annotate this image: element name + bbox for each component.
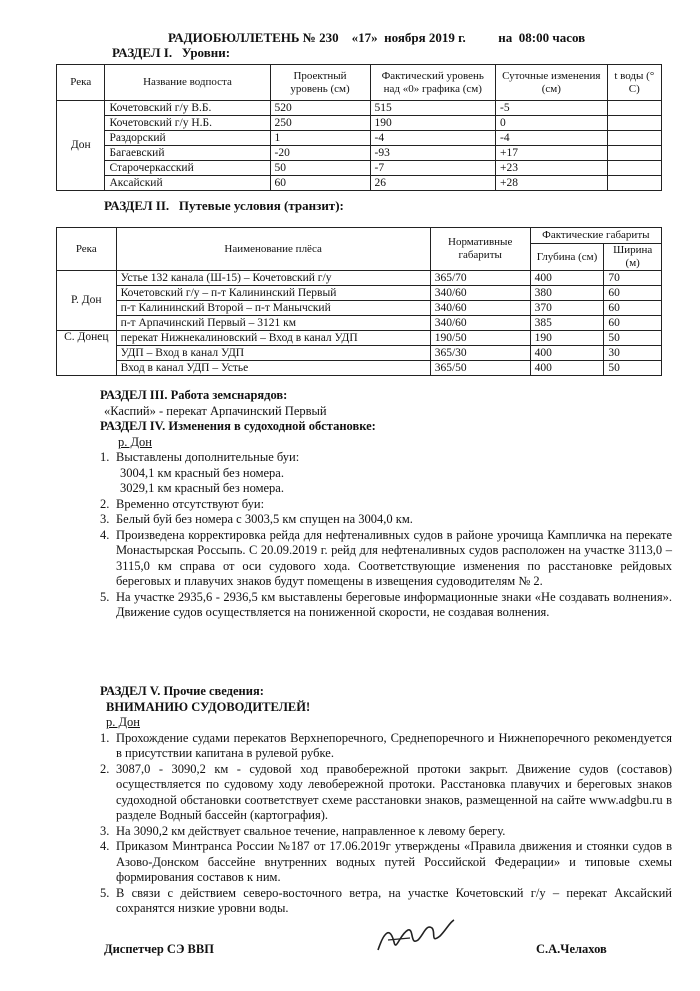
col-depth: Глубина (см) — [530, 244, 604, 271]
normative-dims: 340/60 — [430, 316, 530, 331]
post-name: Багаевский — [105, 146, 270, 161]
daily-change: +17 — [496, 146, 608, 161]
list-item: 3. На 3090,2 км действует свальное течение, направленное к левому берегу. — [100, 824, 672, 840]
list-item: 3. Белый буй без номера с 3003,5 км спущен на 3004,0 км. — [100, 512, 672, 528]
river-don-label: р. Дон — [118, 434, 152, 449]
dredger-line: «Каспий» - перекат Арпачинский Первый — [104, 403, 327, 418]
item-text: 3087,0 - 3090,2 км - судовой ход правобережной протоки закрыт. Движение судов (составов) осуществляется по судовому ходу левобережной протоки. Расстановка плавучих и береговых знаков судоходной обстановки соответствует схеме расстановки знаков, размещенной на сайте www.adgbu.ru в разделе Водный бассейн (картография). — [116, 761, 672, 822]
width: 30 — [604, 346, 662, 361]
list-item: 1. Прохождение судами перекатов Верхнепоречного, Среднепоречного и Нижнепоречного рекомендуется в присутствии капитана в рулевой рубке. — [100, 730, 672, 760]
bulletin-header: РАДИОБЮЛЛЕТЕНЬ № 230 «17» ноября 2019 г. на 08:00 часов — [168, 30, 586, 45]
item-text: В связи с действием северо-восточного ветра, на участке Кочетовский г/у – перекат Аксайский сохранятся низкие уровни воды. — [116, 885, 672, 915]
width: 60 — [604, 301, 662, 316]
table-row — [57, 301, 662, 316]
section4-title: РАЗДЕЛ IV. Изменения в судоходной обстановке: — [100, 419, 376, 433]
width: 70 — [604, 271, 662, 286]
water-temp — [607, 131, 661, 146]
water-temp — [607, 176, 661, 191]
table-row — [57, 361, 662, 376]
item-text: На участке 2935,6 - 2936,5 км выставлены береговые информационные знаки «Не создавать волнения». Движение судов осуществляется на пониженной скорости, не создавая волнения. — [116, 589, 672, 619]
item-text: Выставлены дополнительные буи: — [116, 450, 300, 464]
list-item: 5. В связи с действием северо-восточного ветра, на участке Кочетовский г/у – перекат Аксайский сохранятся низкие уровни воды. — [100, 885, 672, 915]
col-river: Река — [57, 65, 105, 101]
col-water-temp: t воды (° С) — [607, 65, 661, 101]
actual-level: 515 — [370, 101, 496, 116]
depth: 385 — [530, 316, 604, 331]
col-daily-change: Суточные изменения (см) — [496, 65, 608, 101]
col-river: Река — [57, 228, 117, 271]
daily-change: +23 — [496, 161, 608, 176]
col-reach-name: Наименование плёса — [116, 228, 430, 271]
levels-table — [56, 64, 662, 191]
list-item: 4. Приказом Минтранса России №187 от 17.06.2019г утверждены «Правила движения и стоянки судов в Азово-Донском бассейне внутренних водных путей Российской Федерации» и типовые схемы формирования составов к ним. — [100, 839, 672, 884]
handwritten-signature — [370, 912, 460, 962]
water-temp — [607, 146, 661, 161]
list-item: 4. Произведена корректировка рейда для нефтеналивных судов в районе урочища Кампличка на перекате Монастырская Россыпь. С 20.09.2019 г. рейд для нефтеналивных судов расположен на участке 3113,0 – 3115,0 км справа от оси судового хода. Соответствующие изменения по расстановке рейдовых береговых и плавучих знаков будут помещены в извещения судоводителям № 2. — [100, 527, 672, 588]
list-item: 2. Временно отсутствуют буи: — [100, 497, 672, 513]
section3-title: РАЗДЕЛ III. Работа земснарядов: — [100, 388, 288, 402]
buoy-line: 3004,1 км красный без номера. — [120, 465, 284, 480]
reach-name: п-т Калининский Второй – п-т Манычский — [116, 301, 430, 316]
table-row — [57, 316, 662, 331]
width: 50 — [604, 361, 662, 376]
daily-change: +28 — [496, 176, 608, 191]
section5-title: РАЗДЕЛ V. Прочие сведения: — [100, 684, 264, 698]
width: 50 — [604, 331, 662, 346]
normative-dims: 365/30 — [430, 346, 530, 361]
col-width: Ширина (м) — [604, 244, 662, 271]
list-item: 5. На участке 2935,6 - 2936,5 км выставлены береговые информационные знаки «Не создавать волнения». Движение судов осуществляется на пониженной скорости, не создавая волнения. — [100, 589, 672, 619]
table-row — [57, 286, 662, 301]
actual-level: -4 — [370, 131, 496, 146]
table-row — [57, 331, 662, 346]
width: 60 — [604, 316, 662, 331]
item-text: Белый буй без номера с 3003,5 км спущен на 3004,0 км. — [116, 512, 413, 526]
daily-change: -4 — [496, 131, 608, 146]
reach-name: п-т Арпачинский Первый – 3121 км — [116, 316, 430, 331]
reach-name: перекат Нижнекалиновский – Вход в канал УДП — [116, 331, 430, 346]
table-row — [57, 271, 662, 286]
daily-change: 0 — [496, 116, 608, 131]
depth: 370 — [530, 301, 604, 316]
reach-name: Устье 132 канала (Ш-15) – Кочетовский г/у — [116, 271, 430, 286]
table-row — [57, 116, 662, 131]
normative-dims: 190/50 — [430, 331, 530, 346]
reach-name: Кочетовский г/у – п-т Калининский Первый — [116, 286, 430, 301]
signatory-name: С.А.Челахов — [536, 942, 607, 956]
buoy-line: 3029,1 км красный без номера. — [120, 481, 284, 495]
design-level: 60 — [270, 176, 370, 191]
col-normative: Нормативные габариты — [430, 228, 530, 271]
table-row — [57, 131, 662, 146]
depth: 400 — [530, 346, 604, 361]
river-cell: С. Донец — [57, 331, 117, 376]
post-name: Кочетовский г/у В.Б. — [105, 101, 270, 116]
table-row — [57, 161, 662, 176]
depth: 190 — [530, 331, 604, 346]
post-name: Старочеркасский — [105, 161, 270, 176]
normative-dims: 340/60 — [430, 286, 530, 301]
design-level: 250 — [270, 116, 370, 131]
water-temp — [607, 101, 661, 116]
attention-heading: ВНИМАНИЮ СУДОВОДИТЕЛЕЙ! — [106, 699, 311, 714]
col-post-name: Название водпоста — [105, 65, 270, 101]
depth: 400 — [530, 271, 604, 286]
normative-dims: 365/50 — [430, 361, 530, 376]
actual-level: -7 — [370, 161, 496, 176]
item-text: Временно отсутствуют буи: — [116, 496, 265, 511]
daily-change: -5 — [496, 101, 608, 116]
actual-level: -93 — [370, 146, 496, 161]
depth: 400 — [530, 361, 604, 376]
table-row — [57, 101, 662, 116]
table-row — [57, 146, 662, 161]
design-level: 50 — [270, 161, 370, 176]
section3-block — [100, 388, 672, 621]
section2-title: РАЗДЕЛ II. Путевые условия (транзит): — [104, 198, 344, 213]
actual-level: 26 — [370, 176, 496, 191]
water-temp — [607, 116, 661, 131]
reach-name: УДП – Вход в канал УДП — [116, 346, 430, 361]
normative-dims: 340/60 — [430, 301, 530, 316]
list-item: 2. 3087,0 - 3090,2 км - судовой ход правобережной протоки закрыт. Движение судов (составов) осуществляется по судовому ходу левобережной протоки. Расстановка плавучих и береговых знаков судоходной обстановки соответствует схеме расстановки знаков, размещенной на сайте www.adgbu.ru в разделе Водный бассейн (картография). — [100, 761, 672, 822]
col-design-level: Проектный уровень (см) — [270, 65, 370, 101]
design-level: 1 — [270, 131, 370, 146]
item-text: Произведена корректировка рейда для нефтеналивных судов в районе урочища Кампличка на перекате Монастырская Россыпь. С 20.09.2019 г. рейд для нефтеналивных судов расположен на участке 3113,0 – 3115,0 км справа от оси судового хода. Соответствующие изменения по расстановке рейдовых береговых и плавучих знаков будут помещены в извещения судоводителям № 2. — [116, 527, 672, 588]
dispatcher-label: Диспетчер СЭ ВВП — [104, 942, 214, 956]
design-level: -20 — [270, 146, 370, 161]
river-don-label: р. Дон — [106, 715, 140, 729]
transit-table — [56, 227, 662, 376]
table-row — [57, 346, 662, 361]
col-actual-dims: Фактические габариты — [530, 228, 661, 244]
list-item: 1. Выставлены дополнительные буи: — [100, 450, 672, 466]
section1-title: РАЗДЕЛ I. Уровни: — [112, 45, 231, 60]
depth: 380 — [530, 286, 604, 301]
post-name: Кочетовский г/у Н.Б. — [105, 116, 270, 131]
reach-name: Вход в канал УДП – Устье — [116, 361, 430, 376]
width: 60 — [604, 286, 662, 301]
table-row — [57, 176, 662, 191]
col-actual-level: Фактический уровень над «0» графика (см) — [370, 65, 496, 101]
water-temp — [607, 161, 661, 176]
item-text: Приказом Минтранса России №187 от 17.06.2019г утверждены «Правила движения и стоянки судов в Азово-Донском бассейне внутренних водных путей Российской Федерации» и типовые схемы формирования составов к ним. — [116, 839, 672, 884]
section5-block — [100, 684, 672, 917]
post-name: Аксайский — [105, 176, 270, 191]
design-level: 520 — [270, 101, 370, 116]
post-name: Раздорский — [105, 131, 270, 146]
river-cell: Дон — [57, 101, 105, 191]
river-cell: Р. Дон — [57, 271, 117, 331]
normative-dims: 365/70 — [430, 271, 530, 286]
actual-level: 190 — [370, 116, 496, 131]
item-text: Прохождение судами перекатов Верхнепоречного, Среднепоречного и Нижнепоречного рекомендуется в присутствии капитана в рулевой рубке. — [116, 730, 672, 760]
item-text: На 3090,2 км действует свальное течение, направленное к левому берегу. — [116, 823, 506, 838]
